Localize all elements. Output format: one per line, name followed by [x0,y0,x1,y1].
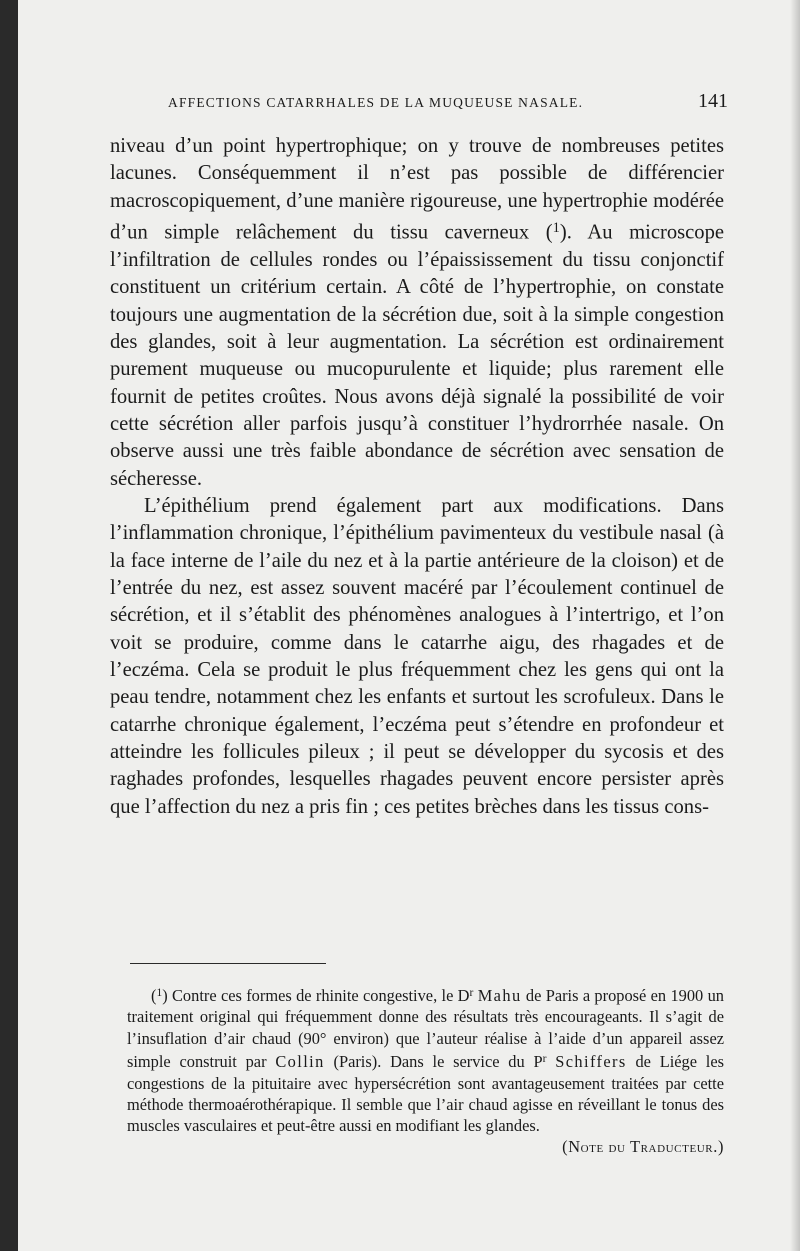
page-number: 141 [698,90,728,112]
footnote-seg-2: de Paris a proposé en 1900 un traitement original qui fréquemment donne des résultats très encourageants. Il s’agit de l’insuflation d’air chaud (90° environ) que l’auteur réalise à l’aide d’un appareil assez simple construit par [127,986,724,1072]
book-page [18,0,800,1251]
footnote-sup-2: r [542,1053,547,1066]
footnote-marker: 1 [156,987,163,999]
page-edge-shadow [790,0,800,1251]
paragraph-1-text-a: niveau d’un point hypertrophique; on y trouve de nombreuses petites lacunes. Conséquemment il n’est pas possible de différencier macroscopiquement, d’une manière rigoureuse, une hypertrophie modérée d’un simple relâchement du tissu caverneux ( [110,135,724,244]
author-name-schiffers: Schiffers [555,1052,627,1072]
main-text [110,133,724,821]
footnote [127,983,724,1158]
footnote-divider [130,963,326,964]
translator-note-attribution: (Note du Traducteur.) [562,1137,724,1157]
author-name-mahu: Mahu [477,986,522,1006]
footnote-seg-4: de Liége les congestions de la pituitaire avec hypersécrétion sont avantageusement traitées par cette méthode thermoaérothérapique. Il semble que l’air chaud agisse en réveillant le tonus des muscles vasculaires et peut-être aussi en modifiant les glandes. [127,1052,724,1136]
footnote-seg-1: Contre ces formes de rhinite congestive, le D [172,986,470,1006]
footnote-seg-3: (Paris). Dans le service du P [333,1052,543,1072]
paragraph-1 [110,133,724,493]
running-title: AFFECTIONS CATARRHALES DE LA MUQUEUSE NASALE. [168,95,584,110]
paragraph-2: L’épithélium prend également part aux modifications. Dans l’inflammation chronique, l’épithélium pavimenteux du vestibule nasal (à la face interne de l’aile du nez et à la partie antérieure de la cloison) et de l’entrée du nez, est assez souvent macéré par l’écoulement continuel de sécrétion, et il s’établit des phénomènes analogues à l’intertrigo, et l’on voit se produire, comme dans le catarrhe aigu, des rhagades et de l’eczéma. Cela se produit le plus fréquemment chez les gens qui ont la peau tendre, notamment chez les enfants et surtout les scrofuleux. Dans le catarrhe chronique également, l’eczéma peut s’étendre en profondeur et atteindre les follicules pileux ; il peut se développer du sycosis et des raghades profondes, lesquelles rhagades peuvent encore persister après que l’affection du nez a pris fin ; ces petites brèches dans les tissus cons- [110,494,724,818]
author-name-collin: Collin [275,1052,325,1072]
footnote-text: ($^1$) Contre ces formes de rhinite congestive, le $D^r$ Mahu de Paris a proposé en 1900 un traitement original qui fréquemment donne des résultats très encourageants. Il s’agit de l’insuflation d’air chaud (90° environ) que l’auteur réalise à l’aide d’un appareil assez simple construit par Collin (Paris). Dans le service du $P^r$ Schiffers de Liége les congestions de la pituitaire avec hypersécrétion sont avantageusement traitées par cette méthode thermoaérothérapique. Il semble que l’air chaud agisse en réveillant le tonus des muscles vasculaires et peut-être aussi en modifiant les glandes. (Note du Traducteur.) [127,986,724,1157]
paragraph-1-text-b: ). Au microscope l’infiltration de cellules rondes ou l’épaississement du tissu conjonctif constituent un critérium certain. A côté de l’hypertrophie, on constate toujours une augmentation de la sécrétion due, soit à la simple congestion des glandes, soit à leur augmentation. La sécrétion est ordinairement purement muqueuse ou mucopurulente et liquide; plus rarement elle fournit de petites croûtes. Nous avons déjà signalé la possibilité de voir cette sécrétion aller parfois jusqu’à constituer l’hydrorrhée nasale. On observe aussi une très faible abondance de sécrétion avec sensation de sécheresse. [110,221,725,490]
footnote-sup-1: r [469,987,474,999]
footnote-reference: 1 [552,220,560,237]
